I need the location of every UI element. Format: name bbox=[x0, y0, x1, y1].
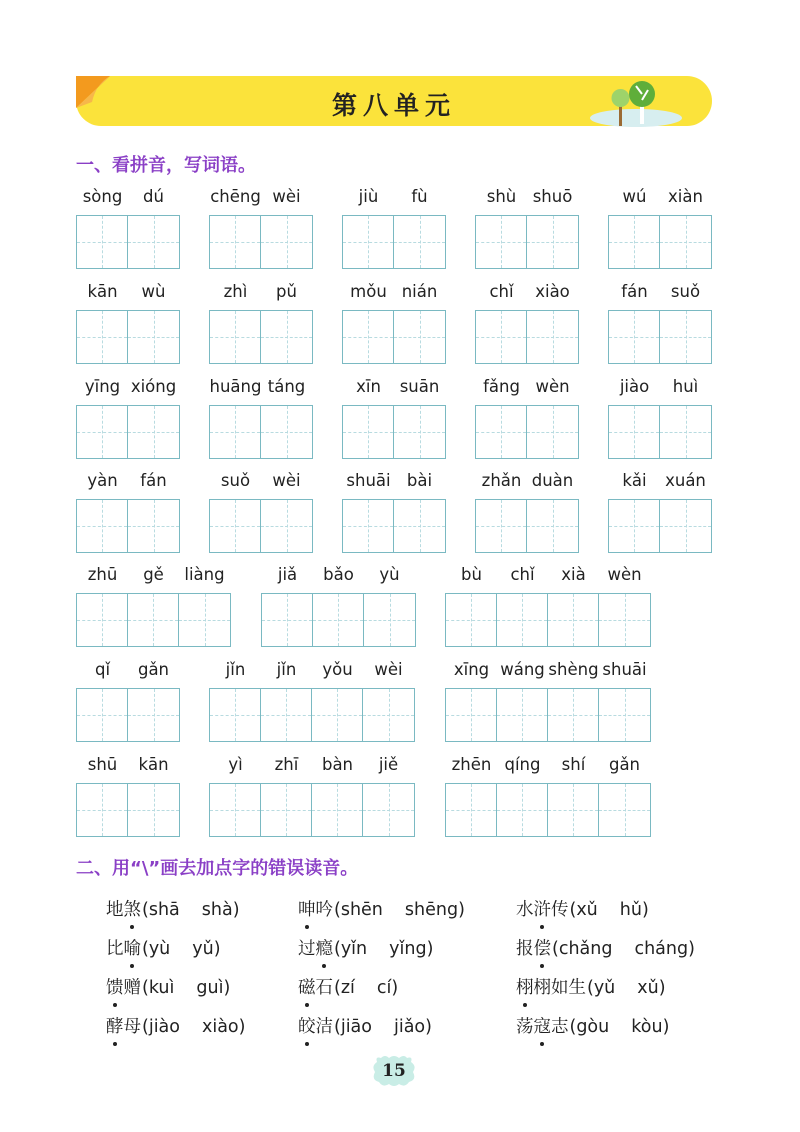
writing-cell[interactable] bbox=[343, 406, 394, 458]
writing-box[interactable] bbox=[76, 688, 180, 742]
pinyin-syllable: shù bbox=[486, 187, 517, 206]
writing-cell[interactable] bbox=[261, 311, 312, 363]
writing-cell[interactable] bbox=[128, 689, 179, 741]
pronunciation-option[interactable]: jiǎo bbox=[393, 1017, 426, 1037]
dotted-character: 皎 bbox=[298, 1017, 316, 1037]
dotted-character: 瘾 bbox=[316, 939, 334, 959]
pinyin-syllable: shuāi bbox=[346, 471, 391, 490]
pinyin-syllable: fǎng bbox=[483, 377, 520, 396]
dotted-character: 煞 bbox=[124, 900, 142, 920]
word-character: 报 bbox=[516, 939, 534, 959]
pinyin-row bbox=[608, 377, 712, 401]
writing-box[interactable] bbox=[342, 310, 446, 364]
pinyin-syllable: huì bbox=[672, 377, 699, 396]
writing-cell[interactable] bbox=[210, 500, 261, 552]
writing-box[interactable] bbox=[475, 215, 579, 269]
pinyin-row bbox=[475, 282, 579, 306]
pinyin-row bbox=[342, 187, 446, 211]
writing-cell[interactable] bbox=[660, 500, 711, 552]
word-character: 水 bbox=[516, 900, 534, 920]
writing-cell[interactable] bbox=[210, 784, 261, 836]
writing-cell[interactable] bbox=[497, 784, 548, 836]
pinyin-syllable: yì bbox=[228, 755, 243, 774]
pinyin-syllable: shuāi bbox=[602, 660, 647, 679]
pinyin-row bbox=[445, 660, 651, 684]
writing-cell[interactable] bbox=[77, 216, 128, 268]
reading-item bbox=[516, 896, 649, 921]
writing-box[interactable] bbox=[76, 310, 180, 364]
writing-cell[interactable] bbox=[128, 406, 179, 458]
pinyin-syllable: yù bbox=[379, 565, 400, 584]
writing-box[interactable] bbox=[76, 499, 180, 553]
writing-cell[interactable] bbox=[497, 594, 548, 646]
writing-cell[interactable] bbox=[446, 689, 497, 741]
writing-cell[interactable] bbox=[599, 689, 650, 741]
reading-item bbox=[298, 935, 433, 960]
writing-box[interactable] bbox=[76, 215, 180, 269]
pinyin-syllable: wù bbox=[141, 282, 166, 301]
dotted-character: 呻 bbox=[298, 900, 316, 920]
writing-cell[interactable] bbox=[446, 784, 497, 836]
writing-box[interactable] bbox=[209, 405, 313, 459]
writing-cell[interactable] bbox=[179, 594, 230, 646]
pinyin-row bbox=[76, 660, 180, 684]
reading-item bbox=[298, 896, 465, 921]
word-character: 过 bbox=[298, 939, 316, 959]
pinyin-syllable: suǒ bbox=[220, 471, 251, 490]
dotted-character: 栩 bbox=[516, 978, 534, 998]
pinyin-syllable: yīng bbox=[84, 377, 121, 396]
writing-cell[interactable] bbox=[128, 500, 179, 552]
dotted-character: 寇 bbox=[534, 1017, 552, 1037]
pinyin-syllable: zhū bbox=[87, 565, 118, 584]
pinyin-row bbox=[608, 282, 712, 306]
pinyin-row bbox=[342, 282, 446, 306]
pinyin-row bbox=[445, 565, 651, 589]
pronunciation-option[interactable]: yǐng bbox=[389, 939, 427, 959]
pinyin-syllable: wáng bbox=[500, 660, 545, 679]
pronunciation-option[interactable]: yǔ bbox=[192, 939, 214, 959]
emphasis-dot-icon bbox=[113, 1042, 117, 1046]
pinyin-syllable: chēng bbox=[210, 187, 261, 206]
pinyin-syllable: kǎi bbox=[622, 471, 647, 490]
pinyin-syllable: zhǎn bbox=[481, 471, 522, 490]
writing-cell[interactable] bbox=[527, 500, 578, 552]
writing-box[interactable] bbox=[608, 215, 712, 269]
emphasis-dot-icon bbox=[540, 964, 544, 968]
pinyin-syllable: gǎn bbox=[608, 755, 641, 774]
writing-cell[interactable] bbox=[77, 500, 128, 552]
pronunciation-options: (yǔ xǔ) bbox=[587, 978, 666, 998]
pinyin-syllable: wèn bbox=[535, 377, 570, 396]
writing-cell[interactable] bbox=[363, 689, 414, 741]
writing-box[interactable] bbox=[608, 310, 712, 364]
emphasis-dot-icon bbox=[130, 964, 134, 968]
writing-cell[interactable] bbox=[77, 784, 128, 836]
writing-cell[interactable] bbox=[394, 216, 445, 268]
emphasis-dot-icon bbox=[113, 1003, 117, 1007]
writing-box[interactable] bbox=[342, 405, 446, 459]
writing-cell[interactable] bbox=[476, 216, 527, 268]
unit-title: 第八单元 bbox=[331, 91, 456, 120]
pinyin-row bbox=[475, 471, 579, 495]
pinyin-syllable: táng bbox=[267, 377, 306, 396]
pinyin-syllable: wèn bbox=[607, 565, 642, 584]
pronunciation-option[interactable]: chǎng bbox=[558, 939, 613, 959]
pinyin-row bbox=[475, 187, 579, 211]
pronunciation-options: (kuì guì) bbox=[142, 978, 231, 998]
pinyin-syllable: duàn bbox=[531, 471, 574, 490]
pinyin-syllable: dú bbox=[143, 187, 164, 206]
pinyin-row bbox=[209, 377, 313, 401]
dotted-character: 酵 bbox=[106, 1017, 124, 1037]
writing-cell[interactable] bbox=[128, 216, 179, 268]
pinyin-row bbox=[76, 471, 180, 495]
writing-cell[interactable] bbox=[364, 594, 415, 646]
writing-box[interactable] bbox=[475, 310, 579, 364]
writing-cell[interactable] bbox=[128, 784, 179, 836]
pinyin-row bbox=[342, 377, 446, 401]
writing-cell[interactable] bbox=[343, 216, 394, 268]
reading-item bbox=[106, 935, 221, 960]
writing-box[interactable] bbox=[76, 405, 180, 459]
pinyin-syllable: liàng bbox=[184, 565, 225, 584]
pinyin-syllable: mǒu bbox=[350, 282, 387, 301]
reading-item bbox=[106, 974, 230, 999]
writing-cell[interactable] bbox=[394, 406, 445, 458]
writing-cell[interactable] bbox=[77, 594, 128, 646]
section2-heading: 二、用“\”画去加点字的错误读音。 bbox=[76, 858, 359, 879]
pronunciation-option[interactable]: shēn bbox=[340, 900, 383, 920]
word-character: 传 bbox=[551, 900, 569, 920]
pinyin-syllable: shí bbox=[561, 755, 586, 774]
pinyin-syllable: fán bbox=[140, 471, 167, 490]
writing-box[interactable] bbox=[475, 499, 579, 553]
emphasis-dot-icon bbox=[305, 1003, 309, 1007]
writing-cell[interactable] bbox=[476, 311, 527, 363]
pinyin-row bbox=[475, 377, 579, 401]
emphasis-dot-icon bbox=[540, 925, 544, 929]
pinyin-syllable: bǎo bbox=[323, 565, 354, 584]
pinyin-syllable: wú bbox=[622, 187, 647, 206]
writing-cell[interactable] bbox=[128, 594, 179, 646]
writing-cell[interactable] bbox=[77, 689, 128, 741]
reading-item bbox=[106, 1013, 245, 1038]
trees-icon bbox=[586, 72, 686, 130]
dotted-character: 浒 bbox=[534, 900, 552, 920]
pronunciation-option[interactable]: guì bbox=[196, 978, 224, 998]
writing-box[interactable] bbox=[445, 688, 651, 742]
pinyin-syllable: jiào bbox=[619, 377, 650, 396]
pinyin-syllable: qíng bbox=[504, 755, 541, 774]
writing-box[interactable] bbox=[445, 593, 651, 647]
writing-box[interactable] bbox=[608, 405, 712, 459]
writing-cell[interactable] bbox=[660, 216, 711, 268]
pronunciation-option[interactable]: gòu bbox=[576, 1017, 610, 1037]
writing-cell[interactable] bbox=[343, 500, 394, 552]
pinyin-syllable: suǒ bbox=[670, 282, 701, 301]
pinyin-syllable: shuō bbox=[532, 187, 573, 206]
pinyin-syllable: wèi bbox=[272, 187, 301, 206]
pinyin-row bbox=[76, 282, 180, 306]
pinyin-syllable: huāng bbox=[209, 377, 262, 396]
word-character: 洁 bbox=[315, 1017, 333, 1037]
pronunciation-options: (zí cí) bbox=[334, 978, 399, 998]
dotted-character: 喻 bbox=[124, 939, 142, 959]
pronunciation-options: (shā shà) bbox=[142, 900, 240, 920]
writing-cell[interactable] bbox=[262, 594, 313, 646]
pinyin-syllable: jiù bbox=[358, 187, 379, 206]
writing-box[interactable] bbox=[76, 783, 180, 837]
pronunciation-options: (yù yǔ) bbox=[142, 939, 221, 959]
pinyin-syllable: zhī bbox=[274, 755, 299, 774]
pronunciation-option[interactable]: jiāo bbox=[340, 1017, 372, 1037]
emphasis-dot-icon bbox=[305, 1042, 309, 1046]
pinyin-syllable: yǒu bbox=[322, 660, 353, 679]
writing-box[interactable] bbox=[209, 783, 415, 837]
writing-cell[interactable] bbox=[609, 216, 660, 268]
pinyin-syllable: xuán bbox=[665, 471, 706, 490]
pronunciation-option[interactable]: shēng bbox=[404, 900, 459, 920]
pronunciation-option[interactable]: xiào bbox=[201, 1017, 239, 1037]
writing-box[interactable] bbox=[209, 688, 415, 742]
writing-cell[interactable] bbox=[527, 311, 578, 363]
writing-cell[interactable] bbox=[261, 406, 312, 458]
reading-item bbox=[106, 896, 240, 921]
dotted-character: 磁 bbox=[298, 978, 316, 998]
writing-cell[interactable] bbox=[599, 594, 650, 646]
emphasis-dot-icon bbox=[305, 925, 309, 929]
pinyin-syllable: jǐn bbox=[276, 660, 297, 679]
writing-cell[interactable] bbox=[210, 689, 261, 741]
pinyin-syllable: xiàn bbox=[668, 187, 703, 206]
page-number: 15 bbox=[382, 1061, 406, 1081]
pronunciation-option[interactable]: yù bbox=[148, 939, 171, 959]
writing-cell[interactable] bbox=[363, 784, 414, 836]
pinyin-syllable: jiǎ bbox=[277, 565, 298, 584]
pronunciation-options: (yǐn yǐng) bbox=[334, 939, 434, 959]
reading-item bbox=[298, 974, 398, 999]
reading-item bbox=[516, 974, 666, 999]
unit-banner bbox=[76, 76, 712, 126]
pronunciation-option[interactable]: kuì bbox=[148, 978, 175, 998]
pronunciation-options: (chǎng cháng) bbox=[552, 939, 695, 959]
writing-box[interactable] bbox=[261, 593, 416, 647]
pinyin-syllable: zhēn bbox=[451, 755, 492, 774]
writing-cell[interactable] bbox=[446, 594, 497, 646]
writing-cell[interactable] bbox=[609, 500, 660, 552]
pinyin-syllable: pǔ bbox=[276, 282, 297, 301]
pronunciation-option[interactable]: xǔ bbox=[637, 978, 659, 998]
pinyin-row bbox=[76, 377, 180, 401]
writing-box[interactable] bbox=[475, 405, 579, 459]
writing-cell[interactable] bbox=[343, 311, 394, 363]
writing-cell[interactable] bbox=[210, 311, 261, 363]
writing-cell[interactable] bbox=[210, 216, 261, 268]
pinyin-syllable: nián bbox=[401, 282, 438, 301]
pinyin-row bbox=[342, 471, 446, 495]
word-character: 如 bbox=[551, 978, 569, 998]
pronunciation-option[interactable]: cháng bbox=[634, 939, 689, 959]
pinyin-syllable: wèi bbox=[272, 471, 301, 490]
pinyin-syllable: zhì bbox=[223, 282, 248, 301]
writing-cell[interactable] bbox=[660, 406, 711, 458]
pinyin-syllable: jǐn bbox=[225, 660, 246, 679]
pinyin-row bbox=[608, 471, 712, 495]
pinyin-syllable: xīn bbox=[356, 377, 381, 396]
writing-box[interactable] bbox=[342, 499, 446, 553]
word-character: 石 bbox=[315, 978, 333, 998]
pinyin-syllable: bài bbox=[406, 471, 433, 490]
pinyin-row bbox=[76, 565, 231, 589]
reading-item bbox=[516, 935, 695, 960]
writing-cell[interactable] bbox=[548, 594, 599, 646]
writing-box[interactable] bbox=[209, 310, 313, 364]
emphasis-dot-icon bbox=[322, 964, 326, 968]
pinyin-syllable: shū bbox=[87, 755, 118, 774]
emphasis-dot-icon bbox=[523, 1003, 527, 1007]
pinyin-row bbox=[76, 755, 180, 779]
pronunciation-option[interactable]: yǐn bbox=[340, 939, 368, 959]
word-character: 赠 bbox=[123, 978, 141, 998]
pronunciation-option[interactable]: shā bbox=[148, 900, 180, 920]
pronunciation-options: (jiào xiào) bbox=[142, 1017, 246, 1037]
pinyin-syllable: xióng bbox=[130, 377, 177, 396]
pinyin-syllable: gě bbox=[143, 565, 164, 584]
pinyin-syllable: xīng bbox=[453, 660, 490, 679]
word-character: 荡 bbox=[516, 1017, 534, 1037]
writing-cell[interactable] bbox=[394, 311, 445, 363]
pinyin-syllable: shèng bbox=[548, 660, 599, 679]
writing-cell[interactable] bbox=[261, 689, 312, 741]
writing-cell[interactable] bbox=[77, 311, 128, 363]
pinyin-syllable: chǐ bbox=[510, 565, 535, 584]
pinyin-syllable: kān bbox=[87, 282, 118, 301]
pronunciation-option[interactable]: yǔ bbox=[593, 978, 616, 998]
writing-cell[interactable] bbox=[261, 784, 312, 836]
pronunciation-options: (xǔ hǔ) bbox=[569, 900, 649, 920]
emphasis-dot-icon bbox=[130, 925, 134, 929]
emphasis-dot-icon bbox=[540, 1042, 544, 1046]
pinyin-syllable: xià bbox=[561, 565, 586, 584]
pinyin-syllable: bù bbox=[461, 565, 482, 584]
word-character: 栩 bbox=[533, 978, 551, 998]
pronunciation-options: (jiāo jiǎo) bbox=[334, 1017, 432, 1037]
writing-cell[interactable] bbox=[77, 406, 128, 458]
pinyin-syllable: fù bbox=[411, 187, 428, 206]
pinyin-row bbox=[209, 187, 313, 211]
pinyin-row bbox=[209, 755, 415, 779]
pronunciation-options: (shēn shēng) bbox=[334, 900, 465, 920]
word-character: 地 bbox=[106, 900, 124, 920]
pinyin-syllable: yàn bbox=[87, 471, 118, 490]
writing-cell[interactable] bbox=[128, 311, 179, 363]
reading-item bbox=[298, 1013, 432, 1038]
pinyin-syllable: suān bbox=[399, 377, 440, 396]
pinyin-row bbox=[445, 755, 651, 779]
pinyin-syllable: jiě bbox=[378, 755, 399, 774]
pinyin-syllable: wèi bbox=[374, 660, 403, 679]
pinyin-syllable: kān bbox=[138, 755, 169, 774]
writing-box[interactable] bbox=[76, 593, 231, 647]
writing-cell[interactable] bbox=[609, 311, 660, 363]
dotted-character: 馈 bbox=[106, 978, 124, 998]
pinyin-syllable: chǐ bbox=[489, 282, 514, 301]
pronunciation-option[interactable]: shà bbox=[201, 900, 233, 920]
writing-cell[interactable] bbox=[497, 689, 548, 741]
word-character: 吟 bbox=[315, 900, 333, 920]
writing-cell[interactable] bbox=[312, 784, 363, 836]
writing-cell[interactable] bbox=[394, 500, 445, 552]
pronunciation-options: (gòu kòu) bbox=[569, 1017, 670, 1037]
writing-cell[interactable] bbox=[599, 784, 650, 836]
pinyin-row bbox=[209, 471, 313, 495]
pronunciation-option[interactable]: jiào bbox=[148, 1017, 180, 1037]
pinyin-row bbox=[608, 187, 712, 211]
reading-item bbox=[516, 1013, 669, 1038]
writing-cell[interactable] bbox=[548, 689, 599, 741]
pinyin-row bbox=[261, 565, 416, 589]
pinyin-syllable: gǎn bbox=[137, 660, 170, 679]
writing-cell[interactable] bbox=[261, 216, 312, 268]
pinyin-row bbox=[76, 187, 180, 211]
writing-box[interactable] bbox=[209, 499, 313, 553]
pinyin-syllable: bàn bbox=[321, 755, 354, 774]
writing-cell[interactable] bbox=[476, 406, 527, 458]
word-character: 生 bbox=[568, 978, 586, 998]
writing-box[interactable] bbox=[209, 215, 313, 269]
pronunciation-option[interactable]: zí bbox=[340, 978, 355, 998]
section1-heading: 一、看拼音，写词语。 bbox=[76, 155, 256, 176]
pinyin-syllable: xiào bbox=[535, 282, 570, 301]
pronunciation-option[interactable]: cí bbox=[376, 978, 392, 998]
word-character: 比 bbox=[106, 939, 124, 959]
writing-box[interactable] bbox=[608, 499, 712, 553]
writing-cell[interactable] bbox=[527, 216, 578, 268]
writing-cell[interactable] bbox=[476, 500, 527, 552]
dotted-character: 偿 bbox=[534, 939, 552, 959]
writing-box[interactable] bbox=[342, 215, 446, 269]
word-grid bbox=[445, 755, 651, 887]
writing-cell[interactable] bbox=[527, 406, 578, 458]
pinyin-syllable: sòng bbox=[82, 187, 123, 206]
writing-box[interactable] bbox=[445, 783, 651, 837]
writing-cell[interactable] bbox=[660, 311, 711, 363]
writing-cell[interactable] bbox=[548, 784, 599, 836]
word-character: 母 bbox=[123, 1017, 141, 1037]
pronunciation-option[interactable]: hǔ bbox=[619, 900, 642, 920]
writing-cell[interactable] bbox=[210, 406, 261, 458]
writing-cell[interactable] bbox=[261, 500, 312, 552]
writing-cell[interactable] bbox=[609, 406, 660, 458]
pronunciation-option[interactable]: kòu bbox=[631, 1017, 663, 1037]
pinyin-syllable: fán bbox=[621, 282, 648, 301]
word-character: 志 bbox=[551, 1017, 569, 1037]
writing-cell[interactable] bbox=[313, 594, 364, 646]
pinyin-row bbox=[209, 660, 415, 684]
pinyin-row bbox=[209, 282, 313, 306]
pinyin-syllable: qǐ bbox=[94, 660, 111, 679]
writing-cell[interactable] bbox=[312, 689, 363, 741]
pronunciation-option[interactable]: xǔ bbox=[576, 900, 598, 920]
